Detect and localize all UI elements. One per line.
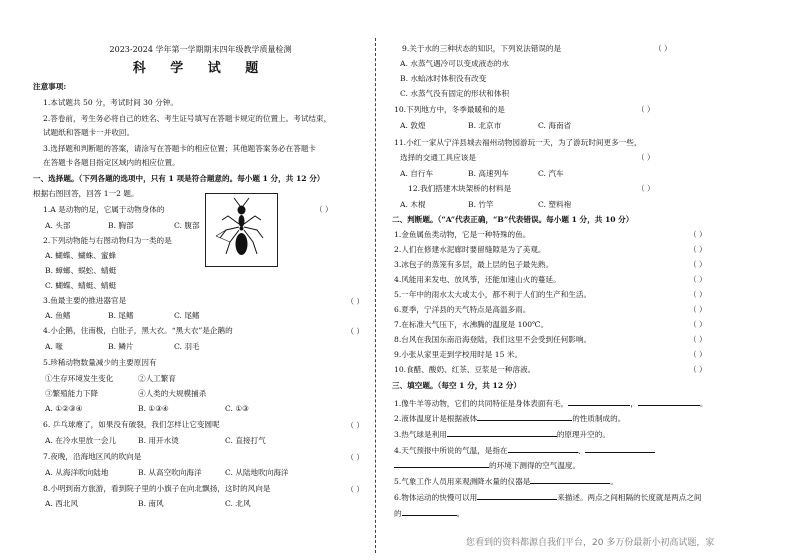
option: C. 水蒸气没有固定的形状和体积 <box>400 89 510 98</box>
answer-paren: （ ） <box>689 275 707 284</box>
option: C. 塑料袍 <box>538 200 572 209</box>
answer-paren: （ ） <box>689 245 707 254</box>
option: C. ①③ <box>225 404 249 413</box>
option: A. 水蒸气遇冷可以变成液态的水 <box>400 59 510 68</box>
fill-text: 。 <box>699 399 708 408</box>
fill-item <box>394 397 708 409</box>
fill-item <box>394 444 655 456</box>
fill-blank[interactable] <box>568 397 630 406</box>
option: A. 木棍 <box>400 200 426 209</box>
judgement-item: 5.一年中的雨水太大或太小，都不利于人们的生产和生活。 <box>394 290 592 299</box>
fill-item <box>394 428 610 440</box>
fill-blank[interactable] <box>530 475 610 484</box>
exam-subtitle: 2023-2024 学年第一学期期末四年级教学质量检测 <box>109 45 292 54</box>
option: A. 西北风 <box>45 499 79 508</box>
answer-paren: （ ） <box>689 260 707 269</box>
question-stem: 2.下列动物能与右图动物归为一类的是 <box>43 236 172 245</box>
fill-item <box>394 475 618 487</box>
option: A. 蝴蝶、蝴蛛、蜜蜂 <box>45 251 117 260</box>
section2-heading: 二、判断题。（“A”代表正确，“B”代表错误。每小题 1 分，共 10 分） <box>392 215 634 224</box>
judgement-item: 8.台风在我国东南沿海登陆，我们这里不会受到任何影响。 <box>394 335 592 344</box>
option: B. 北京市 <box>468 121 502 130</box>
notes-line: 试题纸和答题卡一并收回。 <box>43 128 135 137</box>
answer-paren: （ ） <box>689 365 707 374</box>
option: C. 北风 <box>225 499 251 508</box>
judgement-item: 10.食醋、酸奶、红茶、豆浆是一种溶液。 <box>394 365 536 374</box>
notes-heading: 注意事项: <box>33 82 67 91</box>
option: C. 羽毛 <box>174 342 200 351</box>
option: B. 竹竿 <box>468 200 494 209</box>
question-stem: 5.珍稀动物数量减少的主要原因有 <box>43 358 157 367</box>
answer-paren: （ ） <box>689 320 707 329</box>
option: C. 尾鳍 <box>174 311 200 320</box>
answer-paren: （ ） <box>346 297 364 306</box>
question-stem: 4.小企鹅，住南极，白肚子，黑大衣。“黑大衣”是企鹅的 <box>43 326 233 335</box>
option: A. 喙 <box>45 342 63 351</box>
question-stem: 8.小明到南方旅游，看到院子里的小旗子在向北飘扬，这时的风向是 <box>43 484 271 493</box>
fill-blank[interactable] <box>508 444 578 453</box>
option: ④人类的大规模捕杀 <box>138 389 207 398</box>
answer-paren: （ ） <box>654 44 672 53</box>
option: C. 从陆地吹向海洋 <box>225 468 289 477</box>
fill-text: 1.像牛羊等动物，它们的共同特征是身体表面有毛， <box>394 399 569 408</box>
column-divider <box>375 38 376 553</box>
fill-text: 的环境下测得的空气温度。 <box>489 461 581 470</box>
option: ①生存环境发生变化 <box>45 374 114 383</box>
answer-paren: （ ） <box>689 305 707 314</box>
notes-line: 3.选择题和判断题的答案，请涂写在答题卡的相应位置；其他题答案务必在答题卡 <box>43 144 317 153</box>
fill-text: 的性质制成的。 <box>572 414 626 423</box>
notes-line: 在答题卡各题目指定区域内的相应位置。 <box>43 158 180 167</box>
exam-title: 科 学 试 题 <box>132 61 269 76</box>
question-stem: 10.下列地方中，冬季最暖和的是 <box>394 105 505 114</box>
option: B. 用开水烫 <box>138 436 179 445</box>
fill-text: 6.物体运动的快慢可以用 <box>394 493 478 502</box>
answer-paren: （ ） <box>689 335 707 344</box>
fill-text: 4.天气预报中所说的气温，是指在 <box>394 446 508 455</box>
option: B. 胸部 <box>108 221 134 230</box>
judgement-item: 3.冰包子的蒸笼有多层，最上层的包子最先熟。 <box>394 260 554 269</box>
fill-blank[interactable] <box>477 412 572 421</box>
option: A. 敦煌 <box>400 121 426 130</box>
answer-paren: （ ） <box>689 350 707 359</box>
question-stem: 1.A 是动物的足，它属于动物身体的 <box>43 205 165 214</box>
fill-text: 3.热气球是利用 <box>394 430 447 439</box>
fill-item-continued <box>394 459 580 471</box>
answer-paren: （ ） <box>315 205 333 214</box>
option: B. 从高空吹向海洋 <box>138 468 202 477</box>
question-stem: 7.夜晚，沿海地区风的吹向是 <box>43 452 142 461</box>
fill-blank[interactable] <box>447 428 557 437</box>
fill-text: ， <box>630 399 638 408</box>
option: A. 从海洋吹向陆地 <box>45 468 109 477</box>
option: B. 蟑螂、蜈蚣、蜻蜓 <box>45 266 117 275</box>
fill-text: 。 <box>610 477 618 486</box>
option: C. 海南省 <box>538 121 572 130</box>
option: B. 尾鳍 <box>108 311 134 320</box>
answer-paren: （ ） <box>637 105 655 114</box>
option: ②人工繁育 <box>138 374 176 383</box>
fill-text: 2.液体温度计是根据液体 <box>394 414 478 423</box>
judgement-item: 1.金鱼属鱼类动物，它是一种特殊的鱼。 <box>394 230 531 239</box>
option: C. 蝴蝶、蜻蜓、蜻蜓 <box>45 281 117 290</box>
answer-paren: （ ） <box>346 421 364 430</box>
option: A. 头部 <box>45 221 71 230</box>
platform-watermark: 您看到的资料都源自我们平台，20 多万份最新小初高试题，家 <box>466 538 715 548</box>
question-stem-continued: 选择的交通工具应该是 <box>400 153 476 162</box>
option: C. 直接打气 <box>225 436 266 445</box>
fill-text: 的 <box>394 509 402 518</box>
option: A. ①②③④ <box>45 404 83 413</box>
question-stem: 9.关于水的三种状态的知识，下列说法错误的是 <box>402 44 562 53</box>
option: C. 汽车 <box>538 169 564 178</box>
answer-paren: （ ） <box>689 230 707 239</box>
option: B. 水蛤冰时体积没有改变 <box>400 74 487 83</box>
answer-paren: （ ） <box>637 153 655 162</box>
question-stem: 6. 乒乓球瘪了，如果没有破裂，我们怎样让它变圆呢 <box>43 420 220 429</box>
section1-intro: 根据右图回答，回答 1一2 题。 <box>33 189 139 198</box>
fill-text: 、 <box>577 446 586 455</box>
answer-paren: （ ） <box>689 290 707 299</box>
option: A. 鱼鳍 <box>45 311 71 320</box>
ant-illustration <box>206 194 277 266</box>
answer-paren: （ ） <box>346 327 364 336</box>
fill-item <box>394 507 464 519</box>
fill-blank[interactable] <box>402 507 457 516</box>
option: ③繁殖能力下降 <box>45 389 99 398</box>
section1-heading: 一、选择题。（下列各题的选项中，只有 1 项是符合题意的。每小题 1 分，共 12 分） <box>33 174 325 183</box>
answer-paren: （ ） <box>346 485 364 494</box>
judgement-item: 7.在标准大气压下，水沸腾的温度是 100℃。 <box>394 320 549 329</box>
option: A. 在冷水里放一会儿 <box>45 436 117 445</box>
option: B. 南风 <box>138 499 164 508</box>
fill-blank[interactable] <box>394 459 489 468</box>
fill-blank[interactable] <box>477 491 557 500</box>
question-stem: 3.鱼最主要的推进器官是 <box>43 296 127 305</box>
question-stem: 11.小红一家从宁洋县城去福州动物园游玩一天，为了游玩时间更多一些， <box>394 138 642 147</box>
ant-figure <box>205 193 278 267</box>
section3-heading: 三、填空题。（每空 1 分，共 12 分） <box>392 381 521 390</box>
option: A. 自行车 <box>400 169 434 178</box>
option: B. 鳞片 <box>108 342 134 351</box>
fill-text: 的原理升空的。 <box>556 430 610 439</box>
fill-blank[interactable] <box>585 444 655 453</box>
answer-paren: （ ） <box>637 184 655 193</box>
judgement-item: 2.人们在修建水泥廊时要留缝隙是为了美观。 <box>394 245 546 254</box>
option: B. ①③④ <box>138 404 169 413</box>
question-stem: 12.我们搭建木块架桥的材料是 <box>408 184 512 193</box>
fill-item <box>394 491 701 503</box>
fill-text: 。 <box>456 509 465 518</box>
judgement-item: 6.夏季，宁洋县的天气特点是高温多雨。 <box>394 305 531 314</box>
fill-blank[interactable] <box>638 397 700 406</box>
answer-paren: （ ） <box>346 453 364 462</box>
judgement-item: 9.小张从家里走到学校用时是 15 米。 <box>394 350 523 359</box>
judgement-item: 4.风能用来发电、放风筝，还能加速山火的蔓延。 <box>394 275 561 284</box>
option: C. 腹部 <box>174 221 200 230</box>
fill-text: 5.气象工作人员用来观测降水量的仪器是 <box>394 477 531 486</box>
option: B. 高速列车 <box>468 169 509 178</box>
notes-line: 2.答卷前，考生务必将自己的姓名、考生证号填写在答题卡规定的位置上。考试结束， <box>43 114 332 123</box>
notes-line: 1.本试题共 50 分，考试时间 30 分钟。 <box>43 98 178 107</box>
fill-item <box>394 412 625 424</box>
fill-text: 来描述。两点之间相隔的长度就是两点之间 <box>557 493 702 502</box>
